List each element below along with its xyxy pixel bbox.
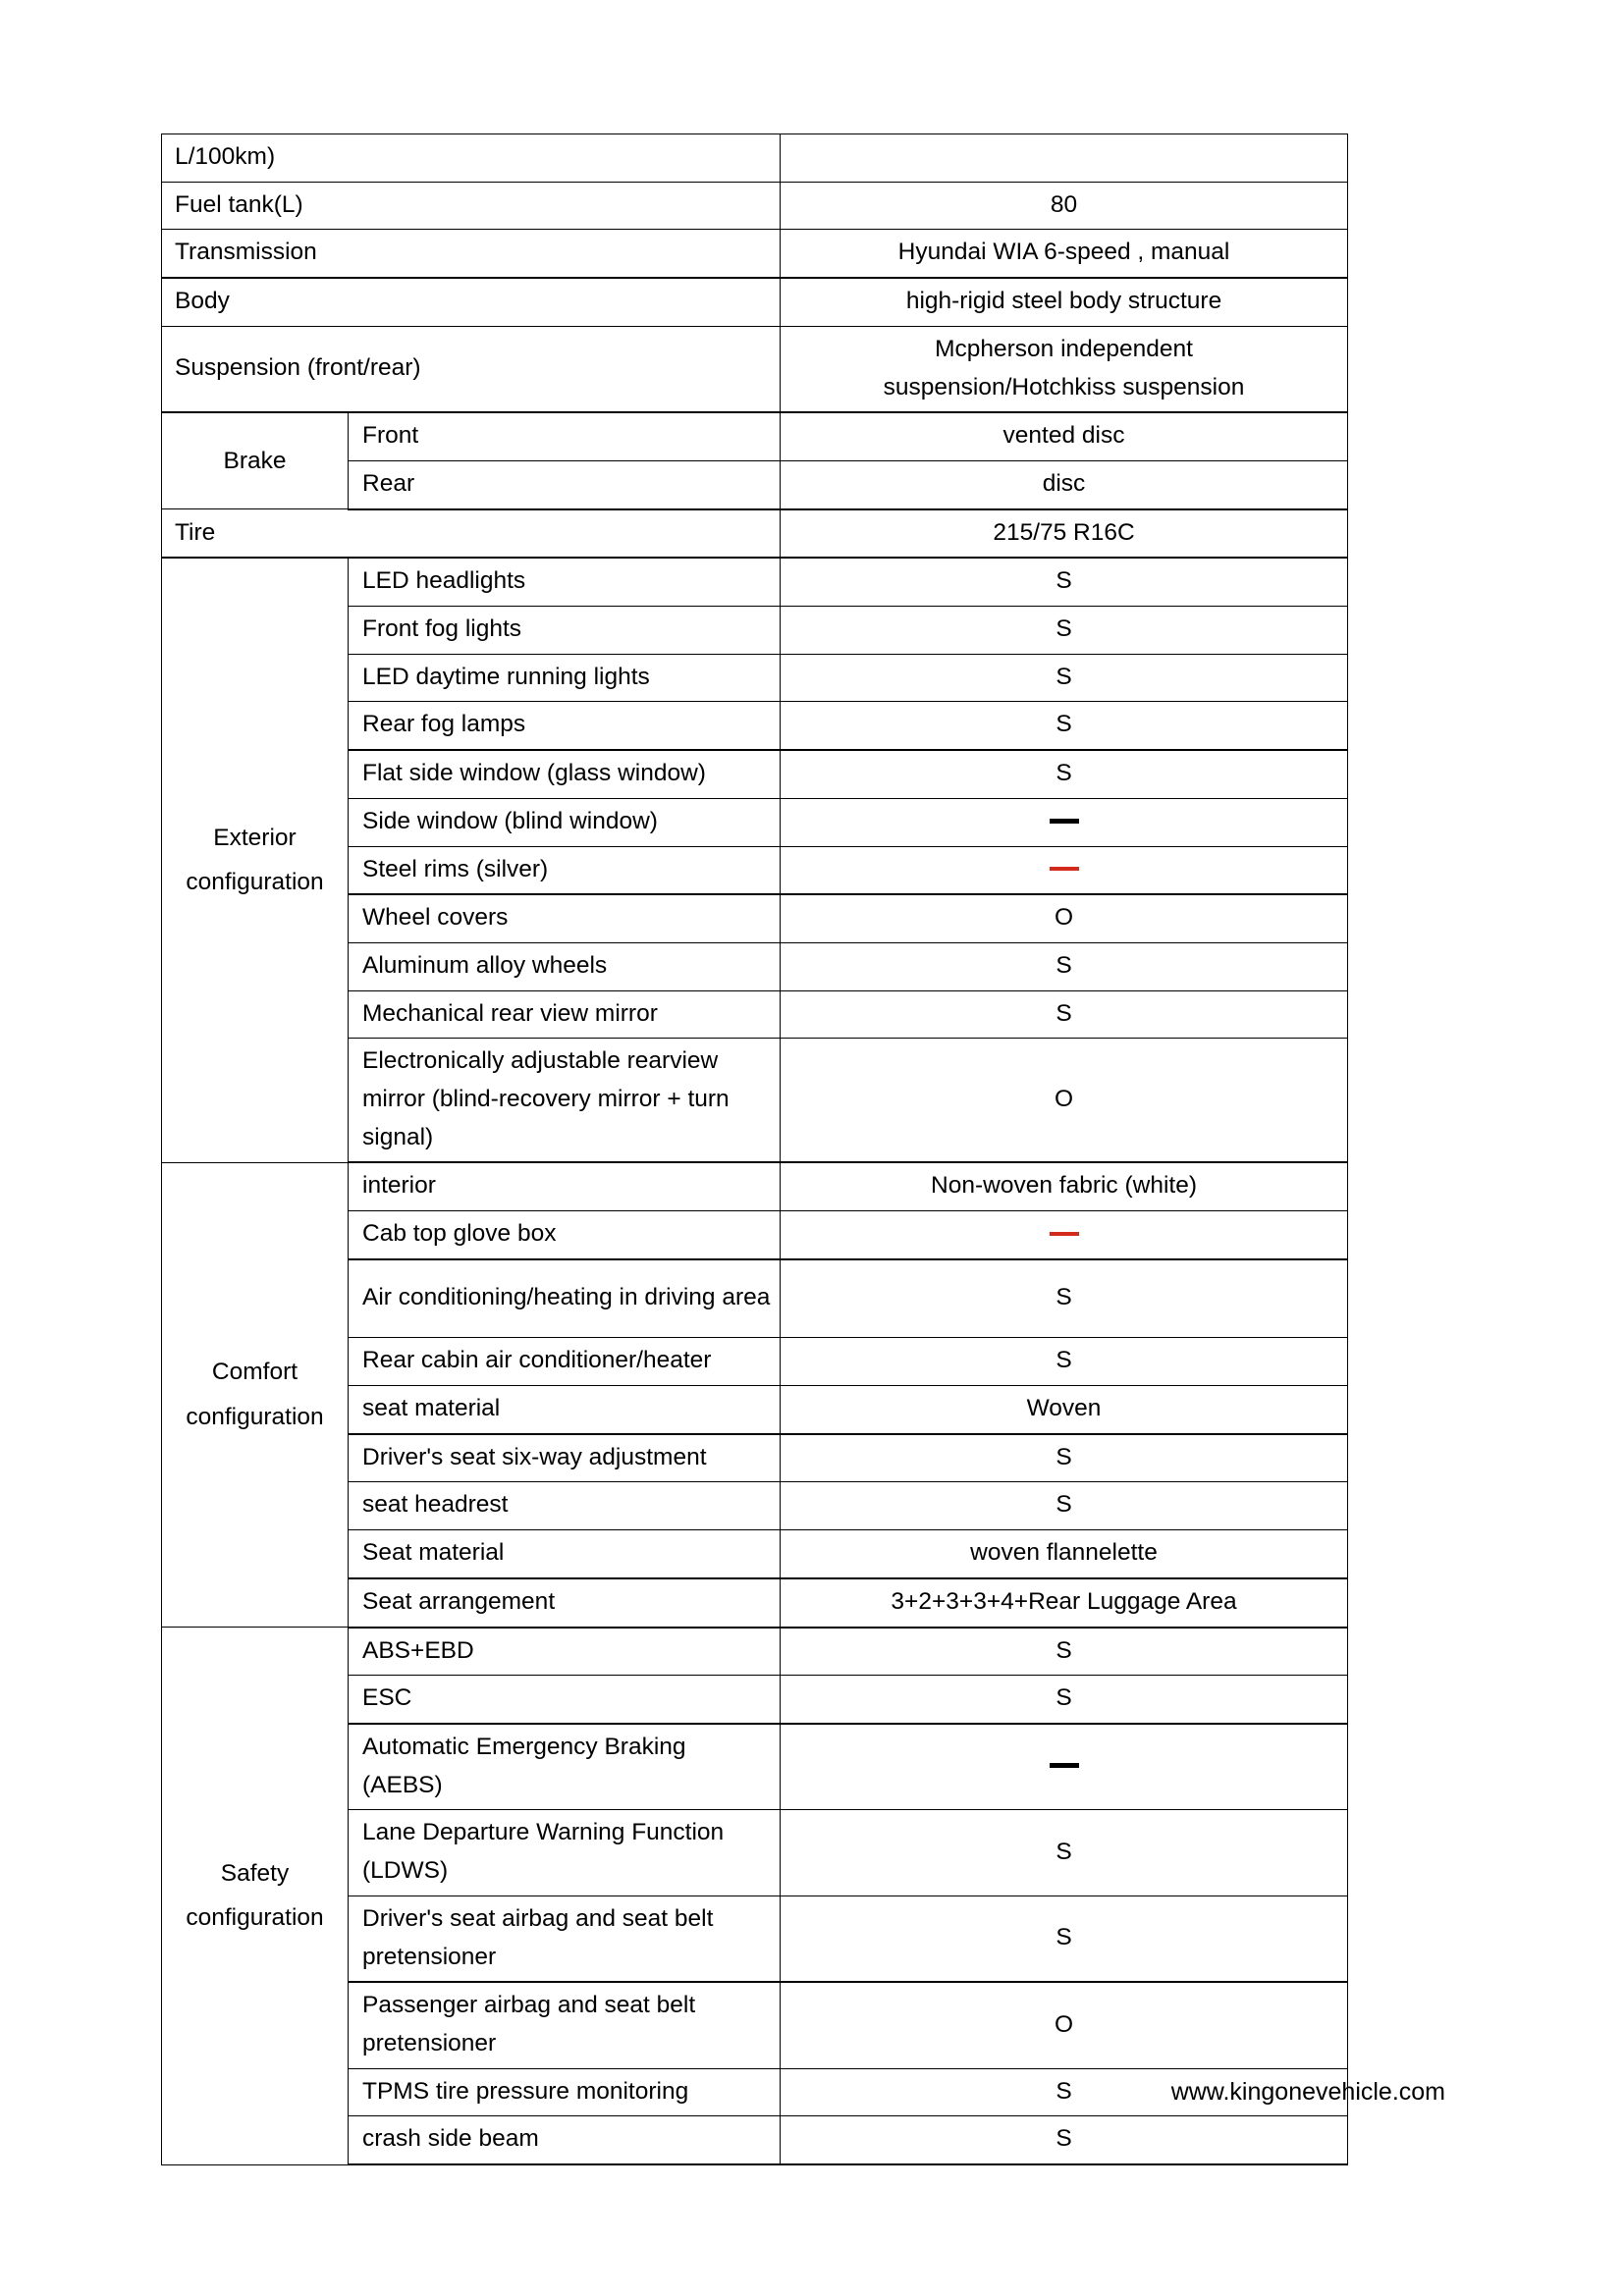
spec-value: Woven (781, 1386, 1348, 1434)
spec-value: woven flannelette (781, 1530, 1348, 1578)
spec-label: Front fog lights (349, 607, 781, 655)
spec-value: S (781, 2068, 1348, 2116)
table-row (162, 326, 1348, 412)
spec-label: seat material (349, 1386, 781, 1434)
table-row (162, 230, 1348, 278)
table-row (162, 278, 1348, 326)
spec-label: TPMS tire pressure monitoring (349, 2068, 781, 2116)
table-row (162, 509, 1348, 559)
spec-value: S (781, 1676, 1348, 1724)
spec-label: Rear (349, 460, 781, 508)
spec-label: ABS+EBD (349, 1628, 781, 1676)
spec-value (781, 846, 1348, 894)
spec-label: Mechanical rear view mirror (349, 990, 781, 1039)
spec-value: S (781, 1810, 1348, 1896)
spec-value: S (781, 990, 1348, 1039)
table-row (162, 1628, 1348, 1676)
spec-label: LED headlights (349, 558, 781, 606)
spec-label: Rear fog lamps (349, 702, 781, 750)
spec-label: Automatic Emergency Braking (AEBS) (349, 1724, 781, 1810)
spec-label: Tire (162, 509, 781, 559)
spec-value: Hyundai WIA 6-speed , manual (781, 230, 1348, 278)
spec-value: S (781, 1259, 1348, 1338)
table-row (162, 134, 1348, 183)
spec-value: S (781, 702, 1348, 750)
spec-value: O (781, 1039, 1348, 1163)
spec-value: S (781, 607, 1348, 655)
table-row (162, 558, 1348, 606)
spec-label: Fuel tank(L) (162, 182, 781, 230)
table-row (162, 182, 1348, 230)
spec-value: S (781, 2116, 1348, 2164)
spec-value: Non-woven fabric (white) (781, 1162, 1348, 1210)
spec-label: Electronically adjustable rearview mirror (blind-recovery mirror + turn signal) (349, 1039, 781, 1163)
spec-label: Air conditioning/heating in driving area (349, 1259, 781, 1338)
dash-glyph-red (1050, 1232, 1079, 1236)
group-label-brake: Brake (162, 412, 349, 508)
spec-value (781, 798, 1348, 846)
spec-label: Body (162, 278, 781, 326)
spec-label: Side window (blind window) (349, 798, 781, 846)
spec-value: Mcpherson independent suspension/Hotchkiss suspension (781, 326, 1348, 412)
spec-label: L/100km) (162, 134, 781, 183)
spec-value: vented disc (781, 412, 1348, 460)
spec-value (781, 134, 1348, 183)
spec-label: Lane Departure Warning Function (LDWS) (349, 1810, 781, 1896)
spec-label: Flat side window (glass window) (349, 750, 781, 798)
spec-label: Front (349, 412, 781, 460)
spec-value: O (781, 894, 1348, 942)
dash-glyph-red (1050, 867, 1079, 871)
spec-value: high-rigid steel body structure (781, 278, 1348, 326)
spec-value: S (781, 1628, 1348, 1676)
table-row (162, 1162, 1348, 1210)
spec-value: S (781, 942, 1348, 990)
spec-label: Transmission (162, 230, 781, 278)
spec-value: S (781, 1896, 1348, 1982)
spec-value: 80 (781, 182, 1348, 230)
spec-label: Passenger airbag and seat belt pretensioner (349, 1982, 781, 2068)
spec-value (781, 1211, 1348, 1259)
spec-label: Cab top glove box (349, 1211, 781, 1259)
spec-label: Aluminum alloy wheels (349, 942, 781, 990)
spec-value: S (781, 750, 1348, 798)
spec-value: S (781, 654, 1348, 702)
spec-value: 215/75 R16C (781, 509, 1348, 559)
footer-website-url: www.kingonevehicle.com (1170, 2078, 1445, 2106)
table-row (162, 412, 1348, 460)
vehicle-specification-table (161, 133, 1348, 2165)
group-label-safety: Safety configuration (162, 1628, 349, 2164)
spec-value: S (781, 1338, 1348, 1386)
group-label-exterior: Exterior configuration (162, 558, 349, 1162)
dash-glyph (1050, 1763, 1079, 1768)
spec-label: Suspension (front/rear) (162, 326, 781, 412)
spec-label: Driver's seat six-way adjustment (349, 1434, 781, 1482)
spec-value: S (781, 1434, 1348, 1482)
spec-label: LED daytime running lights (349, 654, 781, 702)
spec-value (781, 1724, 1348, 1810)
spec-label: Seat material (349, 1530, 781, 1578)
spec-label: Seat arrangement (349, 1578, 781, 1628)
spec-label: Rear cabin air conditioner/heater (349, 1338, 781, 1386)
spec-label: Driver's seat airbag and seat belt pretensioner (349, 1896, 781, 1982)
spec-label: Steel rims (silver) (349, 846, 781, 894)
spec-value: disc (781, 460, 1348, 508)
spec-value: O (781, 1982, 1348, 2068)
spec-label: Wheel covers (349, 894, 781, 942)
spec-label: seat headrest (349, 1482, 781, 1530)
spec-value: S (781, 1482, 1348, 1530)
spec-value: 3+2+3+3+4+Rear Luggage Area (781, 1578, 1348, 1628)
spec-label: ESC (349, 1676, 781, 1724)
spec-label: interior (349, 1162, 781, 1210)
group-label-comfort: Comfort configuration (162, 1162, 349, 1627)
dash-glyph (1050, 819, 1079, 824)
spec-label: crash side beam (349, 2116, 781, 2164)
spec-value: S (781, 558, 1348, 606)
